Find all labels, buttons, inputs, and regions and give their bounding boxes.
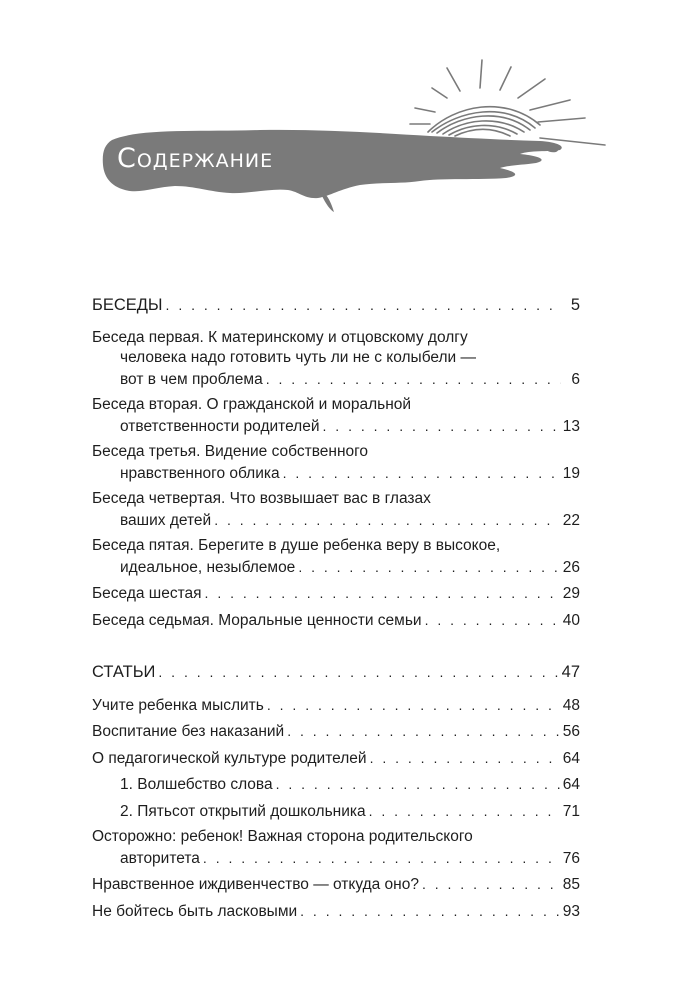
entry-line: Беседа седьмая. Моральные ценности семьи [92,611,422,629]
dot-leader [425,610,560,630]
dot-leader [267,695,560,715]
entry-line: авторитета [120,849,200,867]
page-number: 85 [562,876,580,893]
toc-section-besedy[interactable] [92,295,580,316]
page-title: Содержание [117,143,274,174]
entry-line: Беседа пятая. Берегите в душе ребенка веру в высокое, [92,537,501,554]
toc-entry[interactable] [92,489,580,531]
dot-leader [276,774,560,794]
page-number: 29 [562,585,580,602]
toc-entry[interactable] [92,328,580,391]
sun-icon [410,60,605,145]
entry-line: Воспитание без наказаний [92,723,285,740]
entry-line: Не бойтесь быть ласковыми [92,902,298,920]
dot-leader [203,848,560,868]
toc-subentry[interactable] [92,801,580,823]
dot-leader [205,583,560,603]
page-number: 93 [562,902,580,920]
toc-entry[interactable] [92,583,580,605]
table-of-contents [92,295,580,922]
section-title: БЕСЕДЫ [92,296,163,314]
entry-line: 1. Волшебство слова [120,776,273,793]
toc-entry[interactable] [92,695,580,717]
page-number: 5 [570,296,580,314]
entry-line: ответственности родителей [120,417,320,435]
dot-leader [422,874,560,894]
dot-leader [298,557,559,577]
entry-line: Учите ребенка мыслить [92,696,264,714]
page-number: 13 [562,417,580,435]
entry-line: ваших детей [120,511,212,529]
entry-line: нравственного облика [120,464,280,482]
page-number: 22 [562,511,580,529]
header-brush-illustration [0,0,683,240]
entry-line: 2. Пятьсот открытий дошкольника [120,802,366,820]
toc-entry[interactable] [92,748,580,770]
dot-leader [214,510,560,530]
dot-leader [323,416,560,436]
page-number: 6 [571,370,580,388]
entry-line: Беседа шестая [92,585,202,602]
entry-line: идеальное, незыблемое [120,558,296,576]
entry-line: Беседа третья. Видение собственного [92,443,369,460]
dot-leader [370,748,560,768]
entry-line: вот в чем проблема [120,370,263,388]
entry-line: Беседа четвертая. Что возвышает вас в глазах [92,490,431,507]
entry-line: человека надо готовить чуть ли не с колыбели — [120,349,477,366]
page-number: 71 [562,802,580,820]
toc-entry[interactable] [92,827,580,869]
toc-entry[interactable] [92,442,580,484]
toc-entry[interactable] [92,874,580,896]
section-title: СТАТЬИ [92,663,156,681]
dot-leader [266,369,561,389]
toc-section-stati[interactable] [92,662,580,683]
toc-entry[interactable] [92,610,580,632]
page-number: 47 [561,663,580,681]
entry-line: О педагогической культуре родителей [92,749,367,767]
dot-leader [158,662,558,682]
page-number: 19 [562,464,580,482]
page-number: 64 [562,749,580,767]
dot-leader [300,901,560,921]
entry-line: Нравственное иждивенчество — откуда оно? [92,876,419,893]
page-number: 40 [562,611,580,629]
page-number: 56 [562,723,580,740]
entry-line: Беседа вторая. О гражданской и моральной [92,396,412,413]
page-number: 64 [562,776,580,793]
page-number: 26 [562,558,580,576]
dot-leader [166,295,561,315]
entry-line: Осторожно: ребенок! Важная сторона родительского [92,828,473,845]
entry-line: Беседа первая. К материнскому и отцовскому долгу [92,328,468,346]
toc-subentry[interactable] [92,774,580,796]
toc-entry[interactable] [92,536,580,578]
dot-leader [287,721,560,741]
dot-leader [283,463,560,483]
toc-entry[interactable] [92,901,580,923]
toc-entry[interactable] [92,721,580,743]
dot-leader [369,801,560,821]
toc-entry[interactable] [92,395,580,437]
page-number: 48 [562,696,580,714]
page-number: 76 [562,849,580,867]
